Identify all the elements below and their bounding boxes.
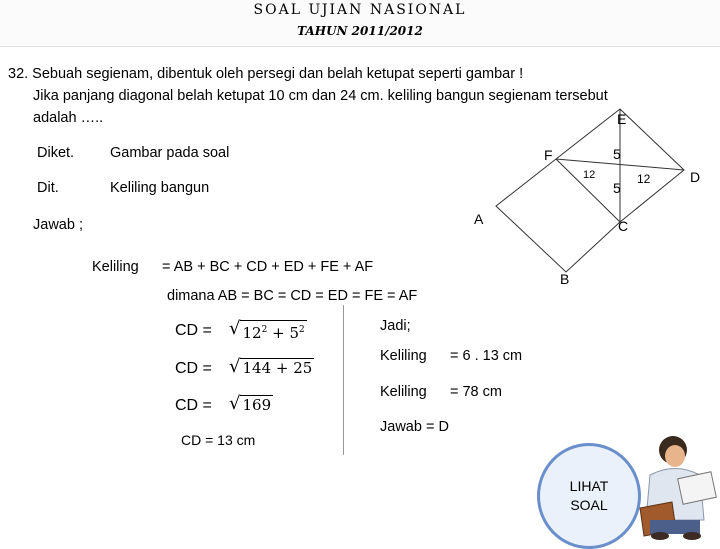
vertex-E: E <box>617 111 627 127</box>
vertex-D: D <box>690 169 701 185</box>
known-label: Diket. <box>37 145 75 161</box>
exam-year: TAHUN 2011/2012 <box>297 24 423 38</box>
answer-label: Jawab ; <box>33 217 83 233</box>
conclusion-row2-label: Keliling <box>380 384 427 400</box>
view-question-button[interactable] <box>537 443 641 549</box>
final-answer: Jawab = D <box>380 419 449 435</box>
exam-title: SOAL UJIAN NASIONAL <box>253 2 467 18</box>
measure-12-right: 12 <box>637 172 651 186</box>
hexagon-outline <box>496 109 684 272</box>
question-line-3: adalah ….. <box>33 110 104 126</box>
measure-5-top: 5 <box>613 146 621 162</box>
radicand-2: 144 + 25 <box>242 359 313 377</box>
vertex-C: C <box>618 218 629 234</box>
exponent-12: 2 <box>261 325 268 335</box>
view-question-label-1: LIHAT <box>569 478 609 494</box>
vertex-A: A <box>474 211 484 227</box>
term-5: 5 <box>289 324 299 342</box>
plus-sign: + <box>272 324 285 342</box>
radical-icon: √ <box>229 356 241 377</box>
exponent-5: 2 <box>299 325 305 335</box>
question-line-1: 32. Sebuah segienam, dibentuk oleh persegi dan belah ketupat seperti gambar ! <box>8 66 524 82</box>
view-question-label-2: SOAL <box>570 497 608 513</box>
radical-icon: √ <box>229 318 241 339</box>
calc-lhs-2: CD = <box>175 360 212 377</box>
radical-icon: √ <box>229 393 241 414</box>
calc-lhs-1: CD = <box>175 322 212 339</box>
known-value: Gambar pada soal <box>110 145 230 161</box>
conclusion-row2-value: = 78 cm <box>450 384 502 400</box>
conclusion-row1-label: Keliling <box>380 348 427 364</box>
calc-result: CD = 13 cm <box>181 432 256 448</box>
radicand-3: 169 <box>242 396 272 414</box>
vertex-B: B <box>560 271 570 287</box>
equal-sides-note: dimana AB = BC = CD = ED = FE = AF <box>167 288 418 304</box>
measure-12-left: 12 <box>583 169 596 181</box>
calc-lhs-3: CD = <box>175 397 212 414</box>
perimeter-formula: = AB + BC + CD + ED + FE + AF <box>162 259 374 275</box>
question-line-2: Jika panjang diagonal belah ketupat 10 cm dan 24 cm. keliling bangun segienam tersebut <box>33 88 608 104</box>
term-12: 12 <box>242 324 262 342</box>
vertex-F: F <box>544 147 553 163</box>
conclusion-label: Jadi; <box>380 318 411 334</box>
asked-label: Dit. <box>37 180 59 196</box>
asked-value: Keliling bangun <box>110 180 210 196</box>
perimeter-label: Keliling <box>92 259 139 275</box>
conclusion-row1-value: = 6 . 13 cm <box>450 348 523 364</box>
measure-5-bottom: 5 <box>613 180 621 196</box>
